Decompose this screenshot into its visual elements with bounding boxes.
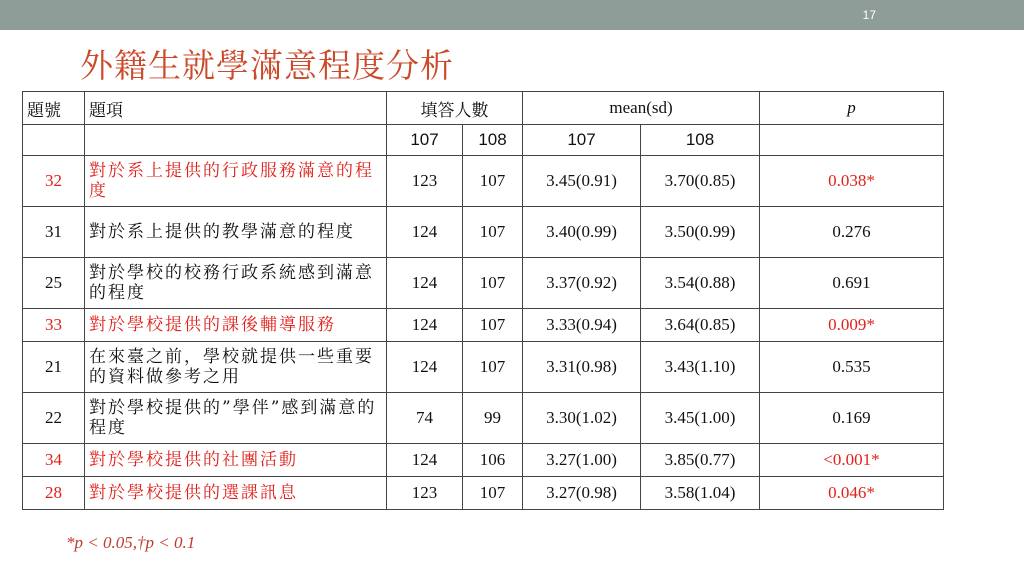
row-count-108: 107 xyxy=(463,258,523,309)
year-count-108: 108 xyxy=(463,125,523,156)
row-mean-107: 3.27(0.98) xyxy=(523,477,641,510)
table-body xyxy=(23,92,944,510)
header-mean: mean(sd) xyxy=(523,92,760,125)
row-item: 對於學校提供的”學伴”感到滿意的程度 xyxy=(85,393,387,444)
row-p-value: 0.169 xyxy=(760,393,944,444)
row-number: 22 xyxy=(23,393,85,444)
header-row xyxy=(23,92,944,125)
table-row xyxy=(23,309,944,342)
table-row xyxy=(23,444,944,477)
row-p-value: 0.276 xyxy=(760,207,944,258)
row-item: 對於系上提供的行政服務滿意的程度 xyxy=(85,156,387,207)
row-item: 對於學校提供的選課訊息 xyxy=(85,477,387,510)
year-mean-108: 108 xyxy=(641,125,760,156)
row-count-107: 124 xyxy=(387,258,463,309)
significance-footnote xyxy=(66,533,195,553)
row-mean-107: 3.40(0.99) xyxy=(523,207,641,258)
row-p-value: 0.038* xyxy=(760,156,944,207)
row-count-107: 124 xyxy=(387,342,463,393)
row-count-108: 107 xyxy=(463,207,523,258)
slide-title: 外籍生就學滿意程度分析 xyxy=(80,46,454,85)
row-mean-107: 3.33(0.94) xyxy=(523,309,641,342)
row-mean-108: 3.50(0.99) xyxy=(641,207,760,258)
row-count-108: 106 xyxy=(463,444,523,477)
year-empty-3 xyxy=(760,125,944,156)
row-count-107: 123 xyxy=(387,156,463,207)
table-row xyxy=(23,156,944,207)
row-item: 在來臺之前，學校就提供一些重要的資料做參考之用 xyxy=(85,342,387,393)
row-count-108: 107 xyxy=(463,342,523,393)
row-number: 34 xyxy=(23,444,85,477)
table-row xyxy=(23,207,944,258)
row-number: 21 xyxy=(23,342,85,393)
row-count-107: 124 xyxy=(387,207,463,258)
header-p: p xyxy=(760,92,944,125)
row-item: 對於系上提供的教學滿意的程度 xyxy=(85,207,387,258)
row-number: 25 xyxy=(23,258,85,309)
year-empty-1 xyxy=(23,125,85,156)
table-row xyxy=(23,477,944,510)
row-count-108: 99 xyxy=(463,393,523,444)
year-mean-107: 107 xyxy=(523,125,641,156)
row-mean-108: 3.64(0.85) xyxy=(641,309,760,342)
row-p-value: 0.691 xyxy=(760,258,944,309)
row-item: 對於學校提供的課後輔導服務 xyxy=(85,309,387,342)
row-number: 32 xyxy=(23,156,85,207)
satisfaction-table xyxy=(22,91,944,510)
year-empty-2 xyxy=(85,125,387,156)
row-p-value: 0.046* xyxy=(760,477,944,510)
row-mean-108: 3.43(1.10) xyxy=(641,342,760,393)
row-mean-107: 3.37(0.92) xyxy=(523,258,641,309)
row-mean-108: 3.70(0.85) xyxy=(641,156,760,207)
row-p-value: <0.001* xyxy=(760,444,944,477)
row-count-108: 107 xyxy=(463,477,523,510)
row-p-value: 0.009* xyxy=(760,309,944,342)
row-mean-108: 3.54(0.88) xyxy=(641,258,760,309)
table-row xyxy=(23,393,944,444)
header-no: 題號 xyxy=(23,92,85,125)
row-mean-108: 3.85(0.77) xyxy=(641,444,760,477)
page-number: 17 xyxy=(862,8,876,22)
row-mean-107: 3.30(1.02) xyxy=(523,393,641,444)
row-count-107: 123 xyxy=(387,477,463,510)
row-number: 33 xyxy=(23,309,85,342)
row-mean-108: 3.45(1.00) xyxy=(641,393,760,444)
row-number: 28 xyxy=(23,477,85,510)
table-row xyxy=(23,258,944,309)
header-count: 填答人數 xyxy=(387,92,523,125)
row-number: 31 xyxy=(23,207,85,258)
row-item: 對於學校的校務行政系統感到滿意的程度 xyxy=(85,258,387,309)
table-row xyxy=(23,342,944,393)
row-mean-108: 3.58(1.04) xyxy=(641,477,760,510)
row-count-107: 124 xyxy=(387,444,463,477)
row-mean-107: 3.31(0.98) xyxy=(523,342,641,393)
row-count-107: 74 xyxy=(387,393,463,444)
row-mean-107: 3.27(1.00) xyxy=(523,444,641,477)
row-count-107: 124 xyxy=(387,309,463,342)
year-row xyxy=(23,125,944,156)
year-count-107: 107 xyxy=(387,125,463,156)
row-item: 對於學校提供的社團活動 xyxy=(85,444,387,477)
top-bar xyxy=(0,0,1024,30)
header-item: 題項 xyxy=(85,92,387,125)
footnote-text: *p < 0.05,†p < 0.1 xyxy=(66,533,196,552)
row-mean-107: 3.45(0.91) xyxy=(523,156,641,207)
row-p-value: 0.535 xyxy=(760,342,944,393)
row-count-108: 107 xyxy=(463,156,523,207)
row-count-108: 107 xyxy=(463,309,523,342)
